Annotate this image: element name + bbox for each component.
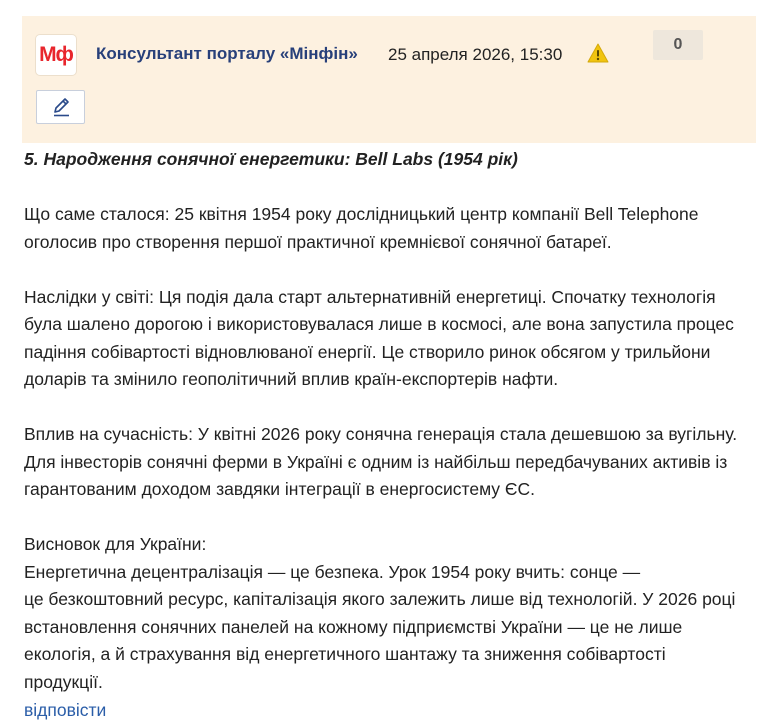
text-line: падіння собівартості відновлюваної енергії. Це створило ринок обсягом у трильйони bbox=[24, 341, 711, 362]
text-line: доларів та змінило геополітичний вплив країн-експортерів нафти. bbox=[24, 369, 559, 389]
post-header bbox=[22, 16, 756, 143]
text-line: Що саме сталося: 25 квітня 1954 року дослідницький центр компанії Bell Telephone bbox=[24, 204, 699, 224]
warning-triangle-icon[interactable] bbox=[587, 43, 609, 63]
text-line: встановлення сонячних панелей на кожному підприємстві України — це не лише bbox=[24, 616, 683, 637]
author-name-link[interactable]: Консультант порталу «Мінфін» bbox=[96, 44, 358, 63]
text-line: Наслідки у світі: Ця подія дала старт альтернативній енергетиці. Спочатку технологія bbox=[24, 286, 716, 307]
text-line: екологія, а й страхування від енергетичного шантажу та зниження собівартості bbox=[24, 644, 666, 664]
paragraph-consequences bbox=[24, 284, 764, 394]
reply-link[interactable]: відповісти bbox=[24, 700, 107, 720]
post-title: 5. Народження сонячної енергетики: Bell Labs (1954 рік) bbox=[24, 149, 518, 169]
paragraph-conclusion bbox=[24, 531, 764, 696]
text-line: продукції. bbox=[24, 671, 103, 692]
text-line: Висновок для України: bbox=[24, 534, 207, 554]
text-line: оголосив про створення першої практичної кремнієвої сонячної батареї. bbox=[24, 231, 612, 252]
pencil-icon bbox=[49, 96, 73, 118]
text-line: гарантованим доходом завдяки інтеграції в енергосистему ЄС. bbox=[24, 479, 535, 499]
text-line: Для інвесторів сонячні ферми в Україні є одним із найбільш передбачуваних активів із bbox=[24, 451, 728, 472]
text-line: Енергетична децентралізація — це безпека. Урок 1954 року вчить: сонце — bbox=[24, 561, 641, 582]
post-body bbox=[24, 146, 764, 696]
edit-button[interactable] bbox=[36, 90, 85, 124]
avatar[interactable]: Мф bbox=[36, 35, 76, 75]
paragraph-what-happened bbox=[24, 201, 764, 256]
paragraph-impact bbox=[24, 421, 764, 504]
post-date: 25 апреля 2026, 15:30 bbox=[388, 45, 563, 64]
text-line: Вплив на сучасність: У квітні 2026 року сонячна генерація стала дешевшою за вугільну. bbox=[24, 424, 738, 444]
rating-counter[interactable]: 0 bbox=[653, 30, 703, 60]
text-line: це безкоштовний ресурс, капіталізація якого залежить лише від технологій. У 2026 році bbox=[24, 589, 736, 609]
text-line: була шалено дорогою і використовувалася лише в космосі, але вона запустила процес bbox=[24, 314, 734, 334]
